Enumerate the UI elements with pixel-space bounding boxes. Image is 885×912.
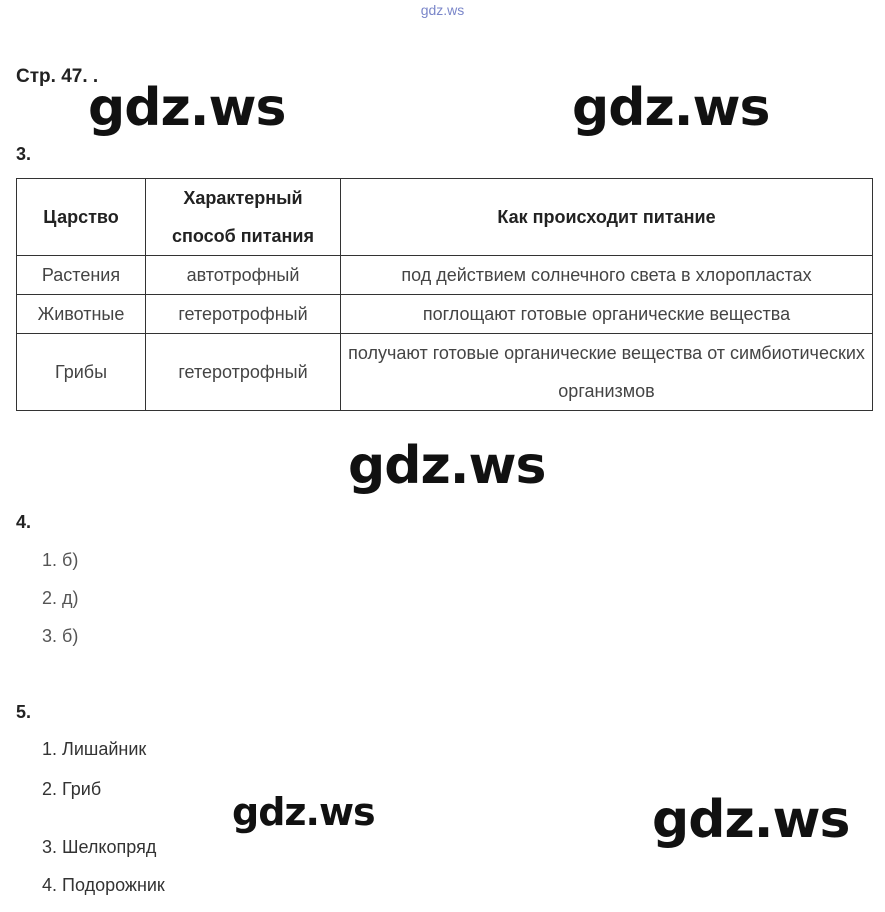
table-header-row	[17, 179, 873, 256]
table-cell: Грибы	[17, 334, 146, 411]
question-5-answers-continued	[42, 828, 165, 904]
nutrition-table	[16, 178, 873, 411]
list-item: 1. б)	[42, 550, 79, 570]
list-item: 3. б)	[42, 626, 79, 646]
table-cell: получают готовые органические вещества от симбиотических организмов	[341, 334, 873, 411]
table-cell: автотрофный	[146, 256, 341, 295]
question-4-answers	[42, 541, 79, 655]
table-cell: под действием солнечного света в хлоропластах	[341, 256, 873, 295]
table-cell: Животные	[17, 295, 146, 334]
top-watermark: gdz.ws	[420, 2, 465, 18]
question-4-number: 4.	[16, 512, 32, 532]
question-3-number: 3.	[16, 144, 32, 164]
question-5-number: 5.	[16, 702, 32, 722]
watermark: gdz.ws	[348, 436, 546, 496]
page-label: Стр. 47. .	[16, 66, 99, 87]
list-item: 1. Лишайник	[42, 739, 147, 759]
list-item: 3. Шелкопряд	[42, 837, 157, 857]
list-item: 2. д)	[42, 588, 79, 608]
watermark: gdz.ws	[652, 790, 850, 850]
table-row	[17, 334, 873, 411]
table-header-cell: Как происходит питание	[341, 179, 873, 256]
list-item: 2. Гриб	[42, 779, 102, 799]
table-header-cell: Характерный способ питания	[146, 179, 341, 256]
table-row	[17, 256, 873, 295]
table-cell: гетеротрофный	[146, 334, 341, 411]
table-header-cell: Царство	[17, 179, 146, 256]
table-cell: поглощают готовые органические вещества	[341, 295, 873, 334]
list-item: 4. Подорожник	[42, 875, 165, 895]
table-row	[17, 295, 873, 334]
watermark: gdz.ws	[232, 790, 375, 834]
table-cell: гетеротрофный	[146, 295, 341, 334]
table-cell: Растения	[17, 256, 146, 295]
watermark: gdz.ws	[572, 78, 770, 138]
question-5-answers	[42, 730, 146, 808]
watermark: gdz.ws	[88, 78, 286, 138]
